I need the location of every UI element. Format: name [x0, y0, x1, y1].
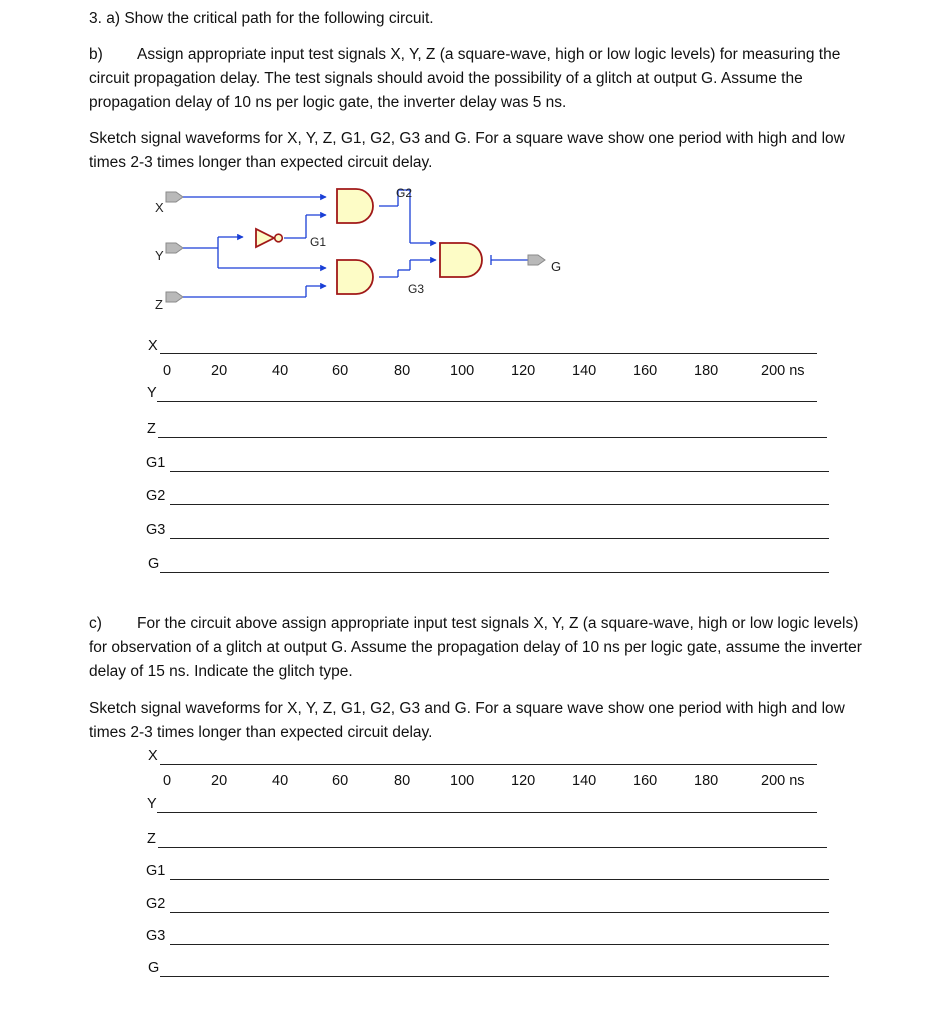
input-x-label: X — [155, 200, 164, 215]
signal-line-z[interactable] — [158, 437, 827, 438]
signal-line-g[interactable] — [160, 572, 829, 573]
signal-label-g3: G3 — [146, 522, 166, 538]
tick-20: 20 — [211, 363, 228, 379]
signal-label-y: Y — [147, 385, 157, 401]
tick-200: 200 ns — [761, 363, 805, 379]
signal-label-g3-c: G3 — [146, 928, 166, 944]
signal-line-g1-c[interactable] — [170, 879, 829, 880]
tick-160: 160 — [633, 363, 658, 379]
question-3a: 3. a) Show the critical path for the following circuit. — [89, 10, 434, 27]
question-3b-label: b) — [89, 46, 103, 63]
input-y-label: Y — [155, 248, 164, 263]
tick-60: 60 — [332, 363, 349, 379]
tick-100-c: 100 — [450, 773, 475, 789]
gate-g3-label: G3 — [408, 282, 425, 296]
gate-g2-label: G2 — [396, 186, 413, 200]
input-pin-y — [155, 243, 183, 263]
signal-label-g: G — [148, 556, 160, 572]
signal-line-x-c[interactable] — [160, 764, 817, 765]
gate-g1-label: G1 — [310, 235, 327, 249]
signal-label-y-c: Y — [147, 796, 157, 812]
signal-line-g1[interactable] — [170, 471, 829, 472]
input-pin-x — [155, 192, 183, 215]
signal-label-g1: G1 — [146, 455, 166, 471]
signal-label-g2: G2 — [146, 488, 166, 504]
tick-80: 80 — [394, 363, 411, 379]
and-gate-g3 — [337, 260, 424, 296]
output-pin-g — [528, 255, 561, 274]
tick-0: 0 — [163, 363, 172, 379]
signal-label-x-c: X — [148, 748, 158, 764]
or-gate-output — [440, 243, 482, 277]
signal-label-z: Z — [147, 421, 156, 437]
signal-label-z-c: Z — [147, 831, 156, 847]
tick-180-c: 180 — [694, 773, 719, 789]
signal-line-y[interactable] — [157, 401, 817, 402]
signal-line-g2[interactable] — [170, 504, 829, 505]
tick-80-c: 80 — [394, 773, 411, 789]
signal-line-x[interactable] — [160, 353, 817, 354]
sketch-instruction-c: Sketch signal waveforms for X, Y, Z, G1, G2, G3 and G. For a square wave show one period with high and low times 2-3 times longer than expected circuit delay. — [89, 700, 845, 741]
signal-line-z-c[interactable] — [158, 847, 827, 848]
input-pin-z — [155, 292, 183, 312]
signal-label-g2-c: G2 — [146, 896, 166, 912]
question-3c-label: c) — [89, 615, 102, 632]
tick-160-c: 160 — [633, 773, 658, 789]
input-z-label: Z — [155, 297, 163, 312]
sketch-instruction-b: Sketch signal waveforms for X, Y, Z, G1, G2, G3 and G. For a square wave show one period with high and low times 2-3 times longer than expected circuit delay. — [89, 130, 845, 171]
signal-label-g1-c: G1 — [146, 863, 166, 879]
signal-label-x: X — [148, 338, 158, 354]
signal-label-g-c: G — [148, 960, 160, 976]
question-3c — [89, 612, 879, 684]
question-3c-text: For the circuit above assign appropriate input test signals X, Y, Z (a square-wave, high or low logic levels) for observation of a glitch at output G. Assume the propagation delay of 10 ns per logic gate, assume the inverter delay of 15 ns. Indicate the glitch type. — [89, 615, 862, 680]
signal-line-g3[interactable] — [170, 538, 829, 539]
output-g-label: G — [551, 259, 562, 274]
tick-20-c: 20 — [211, 773, 228, 789]
signal-line-g2-c[interactable] — [170, 912, 829, 913]
tick-60-c: 60 — [332, 773, 349, 789]
signal-line-g3-c[interactable] — [170, 944, 829, 945]
tick-120: 120 — [511, 363, 536, 379]
tick-100: 100 — [450, 363, 475, 379]
tick-40: 40 — [272, 363, 289, 379]
signal-line-g-c[interactable] — [160, 976, 829, 977]
tick-180: 180 — [694, 363, 719, 379]
tick-140-c: 140 — [572, 773, 597, 789]
inverter-gate — [256, 229, 326, 249]
tick-200-c: 200 ns — [761, 773, 805, 789]
question-3b-text: Assign appropriate input test signals X, Y, Z (a square-wave, high or low logic levels) for measuring the circuit propagation delay. The test signals should avoid the possibility of a glitch at output G. Assume the propagation delay of 10 ns per logic gate, the inverter delay was 5 ns. — [89, 46, 841, 111]
tick-140: 140 — [572, 363, 597, 379]
signal-line-y-c[interactable] — [157, 812, 817, 813]
tick-0-c: 0 — [163, 773, 172, 789]
and-gate-g2 — [337, 186, 412, 223]
tick-120-c: 120 — [511, 773, 536, 789]
tick-40-c: 40 — [272, 773, 289, 789]
logic-circuit-diagram — [0, 0, 944, 330]
